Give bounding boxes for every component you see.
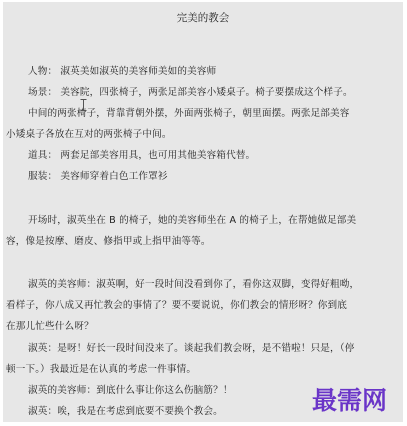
- text-line-dialogue-3: 淑英的美容师：到底什么事让你这么伤脑筋？！: [28, 385, 233, 396]
- text-line-scene: 场景： 美容院，四张椅子，两张足部美容小矮桌子。椅子要摆成这个样子。: [28, 87, 353, 98]
- document-page: [3, 2, 403, 422]
- text-line-tables: 小矮桌子各放在互对的两张椅子中间。: [6, 129, 172, 140]
- text-line-costume: 服装： 美容师穿着白色工作罩衫: [28, 171, 168, 182]
- document-title: 完美的教会: [176, 12, 230, 24]
- text-line-props: 道具： 两套足部美容用具，也可用其他美容箱代替。: [28, 150, 256, 161]
- text-line-dialogue-2: 淑英：是呀！好长一段时间没来了。谈起我们教会呀，是不错啦！只是，（停: [28, 343, 355, 354]
- text-line-dialogue-2b: 顿一下。）我最近是在认真的考虑一件事情。: [6, 364, 197, 375]
- text-line-dialogue-1c: 在那儿忙些什么呀？: [6, 321, 94, 332]
- watermark-logo: 最需网: [311, 386, 387, 415]
- text-line-dialogue-1: 淑英的美容师：淑英啊，好一段时间没看到你了，看你这双脚，变得好粗呦，: [28, 279, 360, 290]
- text-line-opening-cont: 容，像是按摩、磨皮、修指甲或上指甲油等等。: [6, 236, 211, 247]
- text-line-dialogue-4: 淑英：唉，我是在考虑到底要不要换个教会。: [28, 406, 223, 417]
- text-cursor-icon: [80, 99, 87, 111]
- text-line-dialogue-1b: 看样子，你八成又再忙教会的事情了？要不要说说，你们教会的情形呀？你到底: [6, 300, 348, 311]
- text-line-cast: 人物： 淑英美如淑英的美容师美如的美容师: [28, 66, 217, 77]
- text-line-chairs: 中间的两张椅子，背靠背朝外摆，外面两张椅子，朝里面摆。两张足部美容: [28, 108, 350, 119]
- text-line-opening: 开场时，淑英坐在 B 的椅子，她的美容师坐在 A 的椅子上，在帮她做足部美: [28, 215, 357, 226]
